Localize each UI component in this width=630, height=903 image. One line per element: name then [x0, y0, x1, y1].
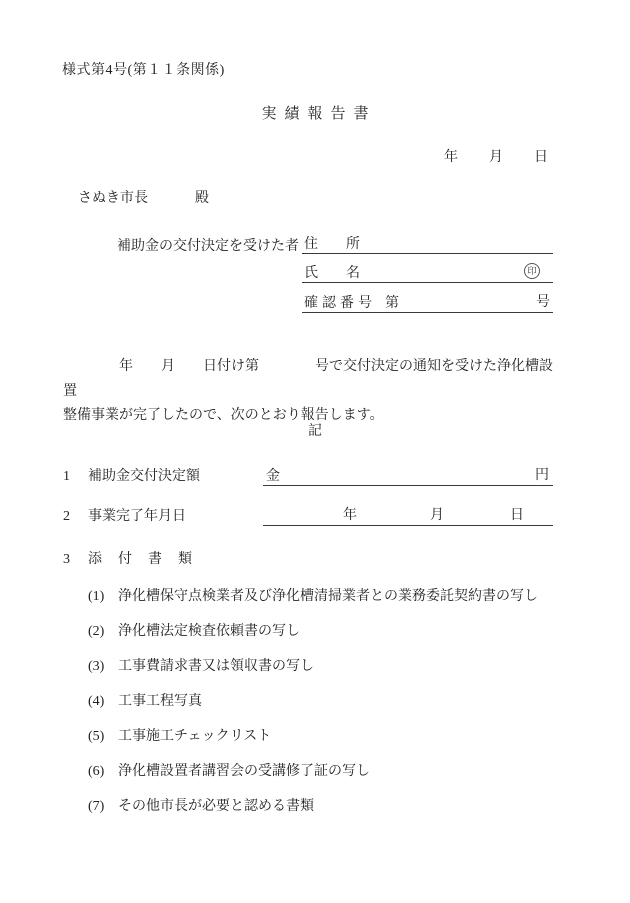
item-label: 事業完了年月日 — [88, 509, 186, 524]
item-grant-amount — [0, 468, 630, 486]
addressee-name: さぬき市長 — [78, 191, 148, 206]
date-blank-line: 年 月 日 — [444, 150, 549, 165]
item-number: 2 — [63, 509, 70, 524]
item-completion-date — [0, 508, 630, 526]
attachment-number: (1) — [88, 589, 105, 604]
attachment-text: 工事費請求書又は領収書の写し — [118, 659, 314, 674]
attachment-item — [63, 764, 590, 779]
attachment-number: (6) — [88, 764, 105, 779]
attachment-text: 工事施工チェックリスト — [118, 729, 272, 744]
attachment-item — [63, 589, 590, 604]
body-line: 整備事業が完了したので、次のとおり報告します。 — [63, 408, 384, 423]
page-title: 実績報告書 — [261, 106, 377, 122]
seal-icon: 印 — [524, 263, 540, 279]
addressee-honorific: 殿 — [195, 191, 209, 206]
item-number: 3 — [63, 552, 70, 567]
date-unit-month: 月 — [430, 508, 444, 523]
attachment-item — [63, 624, 590, 639]
item-label: 添 付 書 類 — [88, 552, 193, 567]
date-unit-year: 年 — [343, 508, 357, 523]
attachment-item — [63, 659, 590, 674]
attachment-item — [63, 729, 590, 744]
form-number: 様式第4号(第１１条関係) — [62, 63, 225, 78]
amount-prefix: 金 — [266, 469, 280, 484]
attachments-list — [63, 589, 590, 834]
amount-suffix: 円 — [535, 468, 549, 483]
recipient-label: 補助金の交付決定を受けた者 — [117, 239, 299, 254]
summary-marker: 記 — [308, 424, 322, 439]
attachment-number: (4) — [88, 694, 105, 709]
item-number: 1 — [63, 469, 70, 484]
item-label: 補助金交付決定額 — [88, 469, 200, 484]
attachment-number: (7) — [88, 799, 105, 814]
attachment-number: (5) — [88, 729, 105, 744]
attachment-text: 工事工程写真 — [118, 694, 202, 709]
name-field-row — [302, 265, 553, 283]
confirmation-number-label: 確認番号 — [304, 296, 376, 311]
attachment-text: 浄化槽法定検査依頼書の写し — [118, 624, 300, 639]
attachment-item — [63, 694, 590, 709]
confirmation-number-prefix: 第 — [385, 296, 399, 311]
grant-amount-blank-field — [263, 468, 553, 486]
name-field-label: 氏 名 — [304, 266, 360, 281]
body-line: 年 月 日付け第 号で交付決定の通知を受けた浄化槽設置 — [63, 359, 553, 399]
attachment-number: (3) — [88, 659, 105, 674]
address-field-row — [302, 236, 553, 254]
attachment-text: その他市長が必要と認める書類 — [118, 799, 314, 814]
confirmation-number-suffix: 号 — [536, 295, 550, 310]
addressee-line — [78, 191, 209, 206]
address-field-label: 住 所 — [304, 237, 360, 252]
attachment-item — [63, 799, 590, 814]
confirmation-number-field-row — [302, 295, 553, 313]
attachment-text: 浄化槽設置者講習会の受講修了証の写し — [118, 764, 370, 779]
body-paragraph — [63, 355, 565, 429]
date-unit-day: 日 — [510, 508, 524, 523]
attachment-number: (2) — [88, 624, 105, 639]
attachment-text: 浄化槽保守点検業者及び浄化槽清掃業者との業務委託契約書の写し — [118, 589, 538, 604]
item-attachments-heading — [0, 551, 630, 569]
completion-date-blank-field — [263, 508, 553, 526]
